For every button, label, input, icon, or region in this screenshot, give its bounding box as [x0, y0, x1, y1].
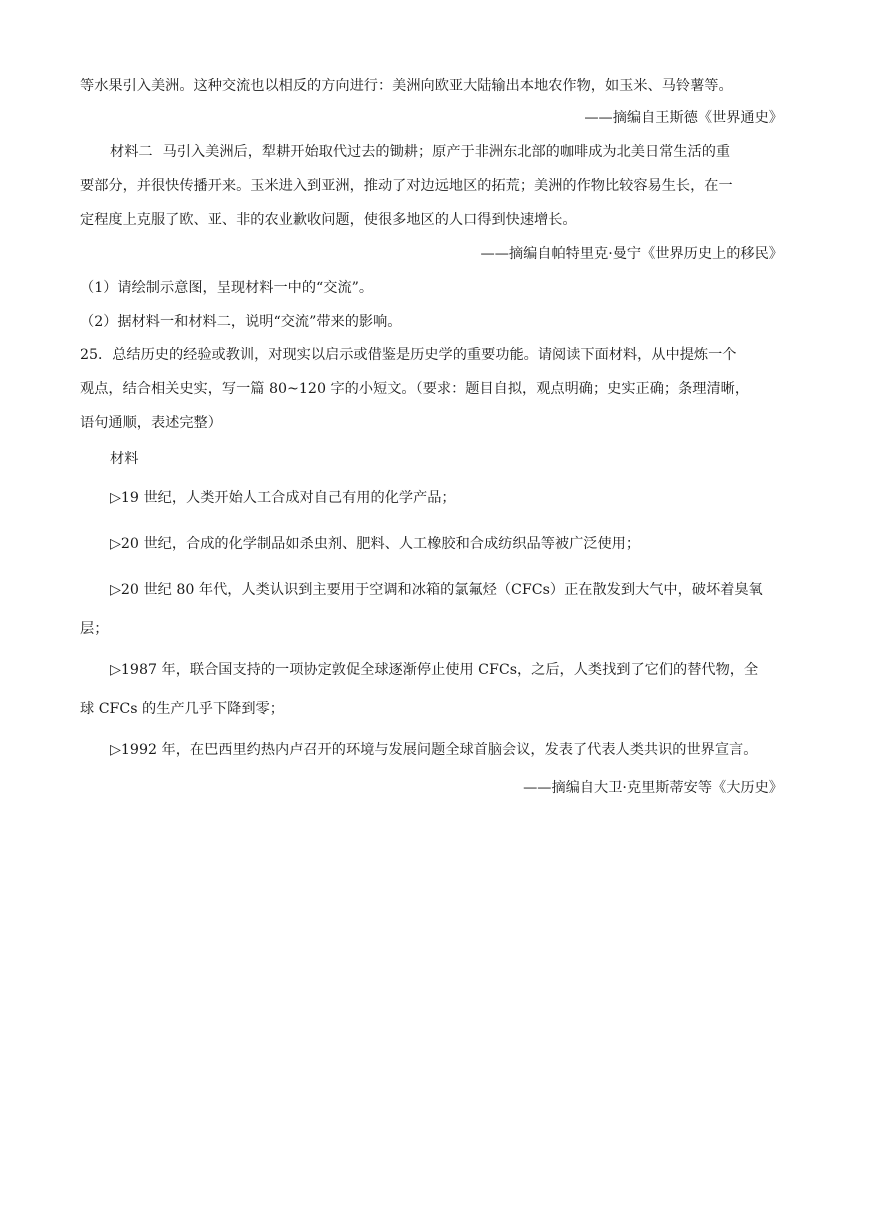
- material2-line1: [110, 142, 792, 162]
- material2-line2: 要部分，并很快传播开来。玉米进入到亚洲，推动了对边远地区的拓荒；美洲的作物比较容易生长，在一: [80, 178, 733, 194]
- question-2: （2）据材料一和材料二，说明“交流”带来的影响。: [80, 314, 402, 330]
- material-heading: 材料: [110, 451, 139, 467]
- bullet-2: ▷20 世纪，合成的化学制品如杀虫剂、肥料、人工橡胶和合成纺织品等被广泛使用；: [110, 536, 641, 552]
- question-25-line3: 语句通顺，表述完整）: [80, 415, 222, 431]
- source-citation-1: ——摘编自王斯德《世界通史》: [584, 110, 783, 126]
- source-citation-3: ——摘编自大卫·克里斯蒂安等《大历史》: [523, 780, 783, 796]
- material1-tail-text: 等水果引入美洲。这种交流也以相反的方向进行：美洲向欧亚大陆输出本地农作物，如玉米、马铃薯等。: [80, 78, 733, 94]
- material2-label: 材料二: [110, 144, 153, 160]
- material2-line3: 定程度上克服了欧、亚、非的农业歉收问题，使很多地区的人口得到快速增长。: [80, 212, 577, 228]
- question-25-line2: 观点，结合相关史实，写一篇 80~120 字的小短文。（要求：题目自拟，观点明确；史实正确；条理清晰，: [80, 381, 750, 397]
- bullet-1: ▷19 世纪，人类开始人工合成对自己有用的化学产品；: [110, 490, 456, 506]
- bullet-4-line1: ▷1987 年，联合国支持的一项协定敦促全球逐渐停止使用 CFCs，之后，人类找到了它们的替代物，全: [110, 662, 759, 678]
- bullet-5: ▷1992 年，在巴西里约热内卢召开的环境与发展问题全球首脑会议，发表了代表人类共识的世界宣言。: [110, 742, 758, 758]
- question-1: （1）请绘制示意图，呈现材料一中的“交流”。: [80, 280, 374, 296]
- question-25-line1: 25．总结历史的经验或教训，对现实以启示或借鉴是历史学的重要功能。请阅读下面材料，从中提炼一个: [80, 347, 737, 363]
- bullet-3-line2: 层；: [80, 621, 109, 637]
- bullet-3-line1: ▷20 世纪 80 年代，人类认识到主要用于空调和冰箱的氯氟烃（CFCs）正在散发到大气中，破坏着臭氧: [110, 582, 763, 598]
- material2-line1-text: 马引入美洲后，犁耕开始取代过去的锄耕；原产于非洲东北部的咖啡成为北美日常生活的重: [162, 144, 731, 160]
- bullet-4-line2: 球 CFCs 的生产几乎下降到零；: [80, 701, 284, 717]
- source-citation-2: ——摘编自帕特里克·曼宁《世界历史上的移民》: [480, 246, 783, 262]
